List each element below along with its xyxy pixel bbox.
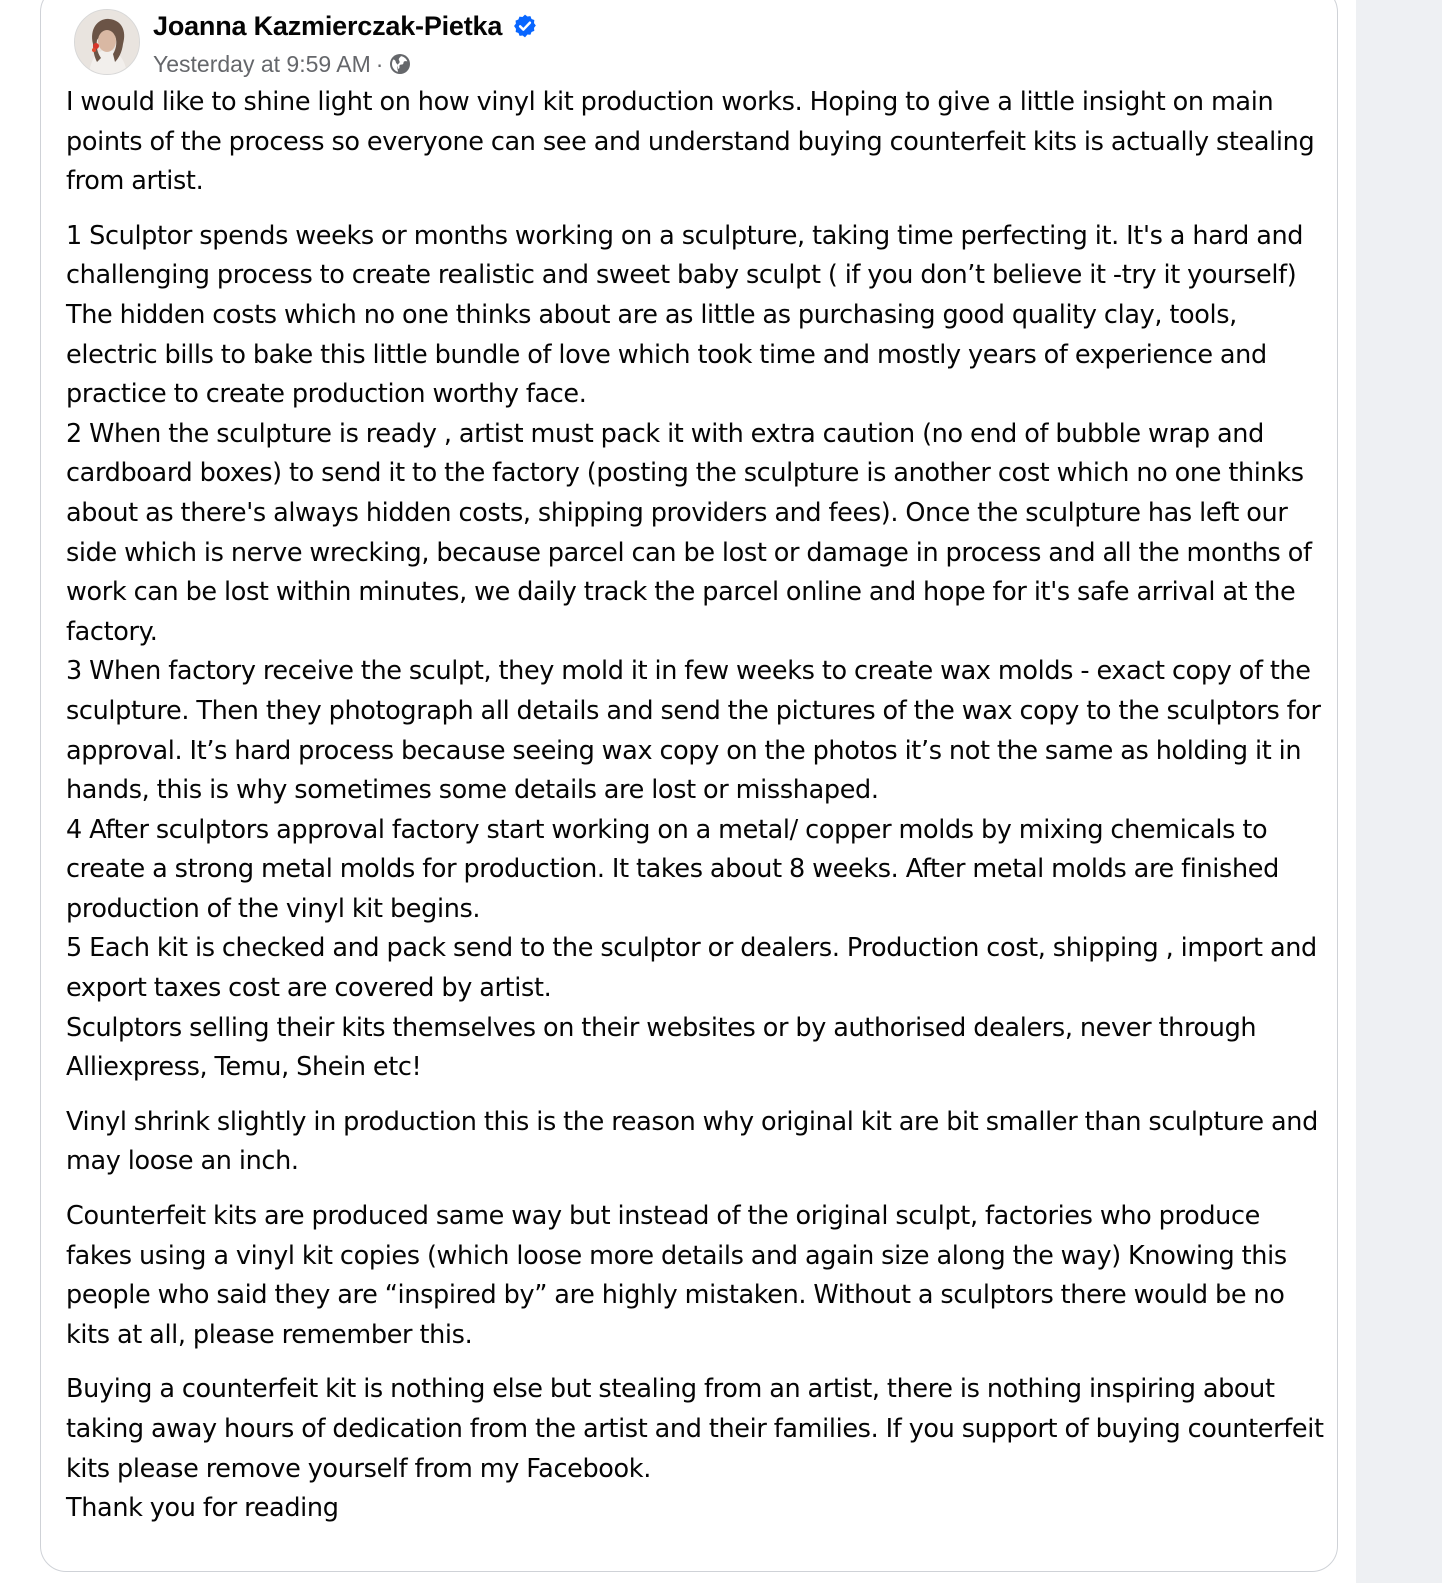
meta-separator: · [375, 50, 384, 77]
feed-background [1356, 0, 1442, 1583]
globe-icon[interactable] [388, 52, 412, 76]
post-timestamp[interactable]: Yesterday at 9:59 AM [153, 50, 371, 77]
post-paragraph: 1 Sculptor spends weeks or months working on a sculpture, taking time perfecting it. It's a hard and challenging process to create realistic and sweet baby sculpt ( if you don’t believe it -try it yourself) The hidden costs which no one thinks about are as little as purchasing good quality clay, tools, electric bills to bake this little bundle of love which took time and mostly years of experience and practice to create production worthy face. 2 When the sculpture is ready , artist must pack it with extra caution (no end of bubble wrap and cardboard boxes) to send it to the factory (posting the sculpture is another cost which no one thinks about as there's always hidden costs, shipping providers and fees). Once the sculpture has left our side which is nerve wrecking, because parcel can be lost or damage in process and all the months of work can be lost within minutes, we daily track the parcel online and hope for it's safe arrival at the factory. 3 When factory receive the sculpt, they mold it in few weeks to create wax molds - exact copy of the sculpture. Then they photograph all details and send the pictures of the wax copy to the sculptors for approval. It’s hard process because seeing wax copy on the photos it’s not the same as holding it in hands, this is why sometimes some details are lost or misshaped. 4 After sculptors approval factory start working on a metal/ copper molds by mixing chemicals to create a strong metal molds for production. It takes about 8 weeks. After metal molds are finished production of the vinyl kit begins. 5 Each kit is checked and pack send to the sculptor or dealers. Production cost, shipping , import and export taxes cost are covered by artist. Sculptors selling their kits themselves on their websites or by authorised dealers, never through Alliexpress, Temu, Shein etc! [66, 220, 1321, 1083]
post-paragraph: Vinyl shrink slightly in production this is the reason why original kit are bit smaller than sculpture and may loose an inch. [66, 1106, 1318, 1177]
verified-badge-icon [512, 13, 538, 39]
post-paragraph: Counterfeit kits are produced same way but instead of the original sculpt, factories who produce fakes using a vinyl kit copies (which loose more details and again size along the way) Knowing this people who said they are “inspired by” are highly mistaken. Without a sculptors there would be no kits at all, please remember this. [66, 1201, 1287, 1350]
post-meta [153, 49, 412, 79]
author-name[interactable]: Joanna Kazmierczak-Pietka [153, 10, 503, 41]
author-row [153, 9, 538, 43]
post-paragraph: I would like to shine light on how vinyl kit production works. Hoping to give a little insight on main points of the process so everyone can see and understand buying counterfeit kits is actually stealing from artist. [66, 87, 1315, 197]
post-paragraph: Buying a counterfeit kit is nothing else but stealing from an artist, there is nothing inspiring about taking away hours of dedication from the artist and their families. If you support of buying counterfeit kits please remove yourself from my Facebook. Thank you for reading [66, 1374, 1324, 1524]
post-card [40, 0, 1338, 1572]
author-avatar[interactable] [74, 9, 140, 75]
post-body [66, 83, 1331, 1544]
